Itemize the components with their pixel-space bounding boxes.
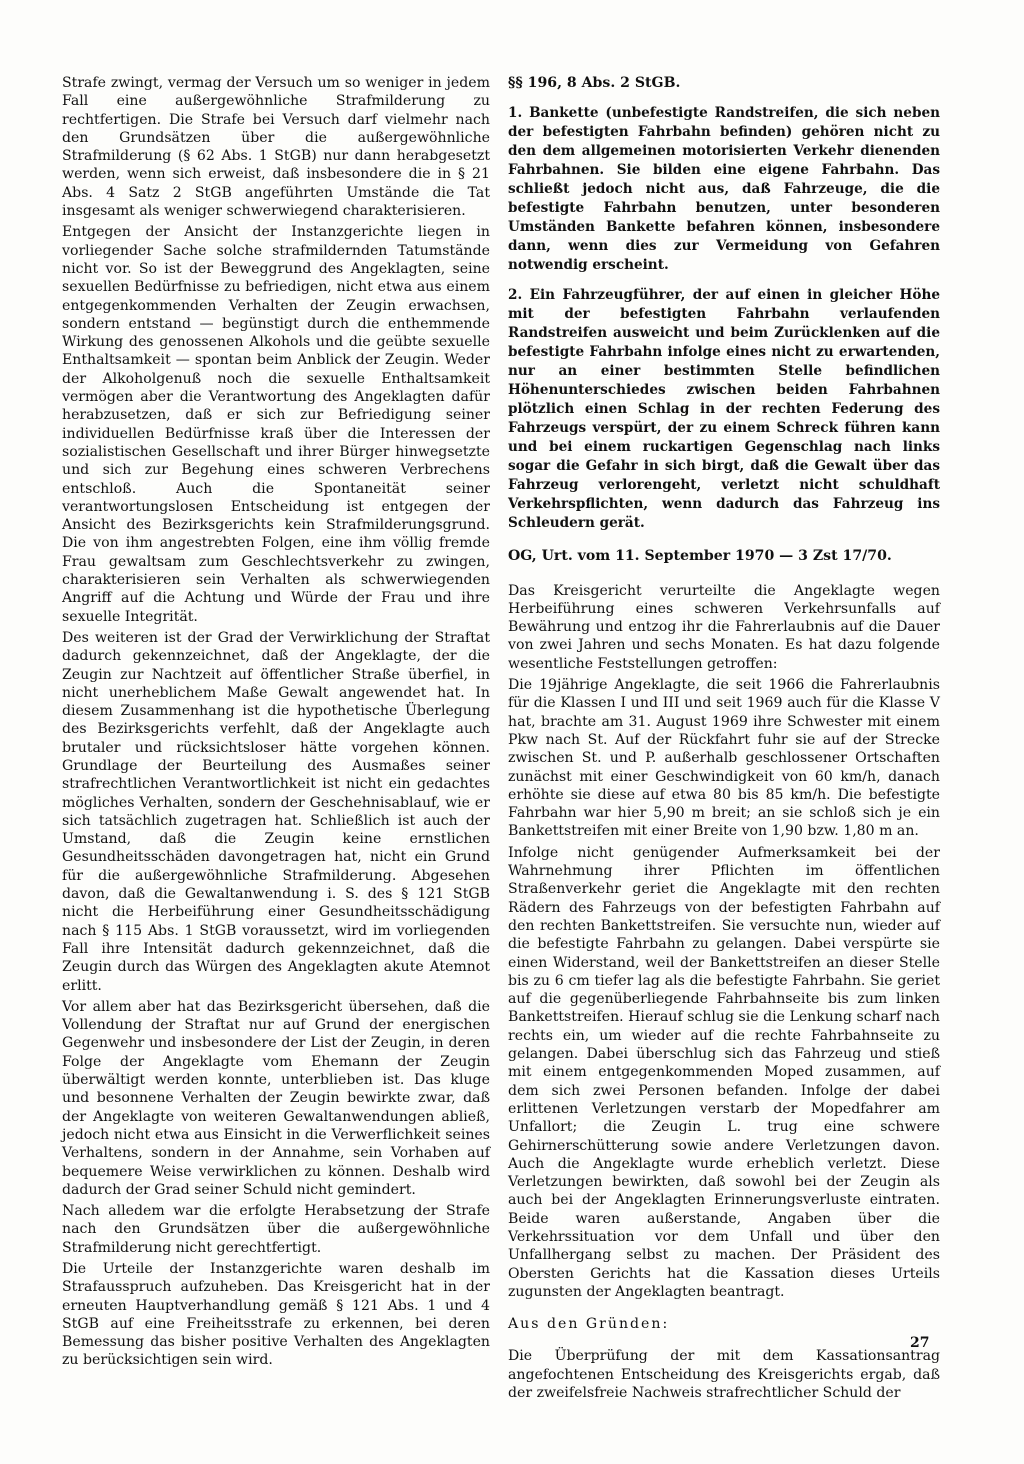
left-paragraph-3: Des weiteren ist der Grad der Verwirklichung der Straftat dadurch gekennzeichnet, daß der Angeklagte, der die Zeugin zur Nachtzeit auf öffentlicher Straße überfiel, in nicht unerheblichem Maße Gewalt angewendet hat. In diesem Zusammenhang ist die hypothetische Überlegung des Bezirksgerichts verfehlt, daß der Angeklagte auch brutaler und rücksichtsloser hätte vorgehen können. Grundlage der Beurteilung des Ausmaßes seiner strafrechtlichen Verantwortlichkeit ist nicht ein gedachtes mögliches Verhalten, sondern der Geschehnisablauf, wie er sich tatsächlich zugetragen hat. Schließlich ist auch der Umstand, daß die Zeugin keine ernstlichen Gesundheitsschäden davongetragen hat, nicht ein Grund für die außergewöhnliche Strafmilderung. Abgesehen davon, daß die Gewaltanwendung i. S. des § 121 StGB nicht die Herbeiführung einer Gesundheitsschädigung nach § 115 Abs. 1 StGB voraussetzt, wird im vorliegenden Fall ihre Intensität dadurch gekennzeichnet, daß die Zeugin durch das Würgen des Angeklagten akute Atemnot erlitt. (62, 629, 490, 994)
section-heading: Aus den Gründen: (508, 1316, 670, 1333)
statute-citation: §§ 196, 8 Abs. 2 StGB. (508, 75, 681, 91)
left-paragraph-1: Strafe zwingt, vermag der Versuch um so weniger in jedem Fall eine außergewöhnliche Strafmilderung zu rechtfertigen. Die Strafe bei Versuch darf vielmehr nach den Grundsätzen über die außergewöhnliche Strafmilderung (§ 62 Abs. 1 StGB) nur dann herabgesetzt werden, wenn sich erweist, daß insbesondere die in § 21 Abs. 4 Satz 2 StGB angeführten Umstände die Tat insgesamt als weniger schwerwiegend charakterisieren. (62, 75, 490, 220)
right-final-paragraph: Die Überprüfung der mit dem Kassationsantrag angefochtenen Entscheidung des Kreisgerichts ergab, daß der zweifelsfreie Nachweis strafrechtlicher Schuld der (508, 1348, 940, 1402)
decision-reference: OG, Urt. vom 11. September 1970 — 3 Zst 17/70. (508, 548, 892, 565)
left-paragraph-5: Nach alledem war die erfolgte Herabsetzung der Strafe nach den Grundsätzen über die außergewöhnliche Strafmilderung nicht gerechtfertigt. (62, 1203, 490, 1256)
left-paragraph-6: Die Urteile der Instanzgerichte waren deshalb im Strafausspruch aufzuheben. Das Kreisgericht hat in der erneuten Hauptverhandlung gemäß § 121 Abs. 1 und 4 StGB auf eine Freiheitsstrafe zu erkennen, bei deren Bemessung das bisher positive Verhalten des Angeklagten zu berücksichtigen sein wird. (62, 1261, 490, 1369)
headnote-2: 2. Ein Fahrzeugführer, der auf einen in gleicher Höhe mit der befestigten Fahrbahn verlaufenden Randstreifen ausweicht und beim Zurücklenken auf die befestigte Fahrbahn infolge eines nicht zu erwartenden, nur an einer bestimmten Stelle befindlichen Höhenunterschiedes zwischen beiden Fahrbahnen plötzlich einen Schlag in der rechten Federung des Fahrzeugs verspürt, der zu einem Schreck führen kann und bei einem ruckartigen Gegenschlag nach links sogar die Gefahr in sich birgt, daß die Gewalt über das Fahrzeug verlorengeht, verletzt nicht schuldhaft Verkehrspflichten, wenn dadurch das Fahrzeug ins Schleudern gerät. (508, 287, 940, 532)
page-number: 27 (910, 1335, 930, 1351)
left-paragraph-2: Entgegen der Ansicht der Instanzgerichte liegen in vorliegender Sache solche strafmildernden Tatumstände nicht vor. So ist der Beweggrund des Angeklagten, seine sexuellen Bedürfnisse zu befriedigen, nicht etwa aus einem entgegenkommenden Verhalten der Zeugin erwachsen, sondern entstand — begünstigt durch die enthemmende Wirkung des genossenen Alkohols und die geübte sexuelle Enthaltsamkeit — spontan beim Anblick der Zeugin. Weder der Alkoholgenuß noch die sexuelle Enthaltsamkeit vermögen aber die Verantwortung des Angeklagten dafür herabzusetzen, daß er sich zur Befriedigung seiner individuellen Bedürfnisse kraß über die Interessen der sozialistischen Gesellschaft und ihrer Bürger hinwegsetzte und sich zur Begehung eines schweren Verbrechens entschloß. Auch die Spontaneität seiner verantwortungslosen Entscheidung ist entgegen der Ansicht des Bezirksgerichts kein Strafmilderungsgrund. Die von ihm angestrebten Folgen, eine ihm völlig fremde Frau gewaltsam zum Geschlechtsverkehr zu zwingen, charakterisieren sein Verhalten als schwerwiegenden Angriff auf die Achtung und Würde der Frau und ihre sexuelle Integrität. (62, 224, 490, 625)
right-paragraph-3: Infolge nicht genügender Aufmerksamkeit bei der Wahrnehmung ihrer Pflichten im öffentlichen Straßenverkehr geriet die Angeklagte mit den rechten Rädern des Fahrzeugs von der befestigten Fahrbahn auf den rechten Bankettstreifen. Sie versuchte nun, wieder auf die befestigte Fahrbahn zu gelangen. Dabei verspürte sie einen Widerstand, weil der Bankettstreifen an dieser Stelle bis zu 6 cm tiefer lag als die befestigte Fahrbahn. Sie geriet auf die gegenüberliegende Fahrbahnseite bis zum linken Bankettstreifen. Hierauf schlug sie die Lenkung scharf nach rechts ein, um wieder auf die rechte Fahrbahnseite zu gelangen. Dabei überschlug sich das Fahrzeug und stieß mit einem entgegenkommenden Moped zusammen, auf dem sich zwei Personen befanden. Infolge der dabei erlittenen Verletzungen verstarb der Mopedfahrer am Unfallort; die Zeugin L. trug eine schwere Gehirnerschütterung sowie andere Verletzungen davon. Auch die Angeklagte wurde erheblich verletzt. Diese Verletzungen bewirkten, daß sowohl bei der Zeugin als auch bei der Angeklagten Erinnerungsverluste eintraten. Beide waren außerstande, Angaben über die Verkehrssituation vor dem Unfall und über den Unfallhergang selbst zu machen. Der Präsident des Obersten Gerichts hat die Kassation dieses Urteils zugunsten der Angeklagten beantragt. (508, 844, 940, 1300)
left-paragraph-4: Vor allem aber hat das Bezirksgericht übersehen, daß die Vollendung der Straftat nur auf Grund der energischen Gegenwehr und insbesondere der List der Zeugin, in deren Folge der Angeklagte vom Ehemann der Zeugin überwältigt werden konnte, unterblieben ist. Das kluge und besonnene Verhalten der Zeugin bewirkte zwar, daß der Angeklagte von weiteren Gewaltanwendungen abließ, jedoch nicht etwa aus Einsicht in die Verwerflichkeit seines Verhaltens, sondern in der Annahme, sein Vorhaben auf bequemere Weise verwirklichen zu können. Deshalb wird dadurch der Grad seiner Schuld nicht gemindert. (62, 998, 490, 1198)
left-column (62, 74, 490, 1370)
right-column (508, 74, 940, 1402)
headnote-1: 1. Bankette (unbefestigte Randstreifen, die sich neben der befestigten Fahrbahn befinden) gehören nicht zu den dem allgemeinen motorisierten Verkehr dienenden Fahrbahnen. Sie bilden eine eigene Fahrbahn. Das schließt jedoch nicht aus, daß Fahrzeuge, die die befestigte Fahrbahn benutzen, unter besonderen Umständen Bankette befahren können, insbesondere dann, wenn dies zur Vermeidung von Gefahren notwendig erscheint. (508, 105, 940, 274)
right-paragraph-2: Die 19jährige Angeklagte, die seit 1966 die Fahrerlaubnis für die Klassen I und III und seit 1969 auch für die Klasse V hat, brachte am 31. August 1969 ihre Schwester mit einem Pkw nach St. Auf der Rückfahrt fuhr sie auf der Strecke zwischen St. und P. außerhalb geschlossener Ortschaften zunächst mit einer Geschwindigkeit von 60 km/h, danach erhöhte sie diese auf etwa 80 bis 85 km/h. Die befestigte Fahrbahn war hier 5,90 m breit; an sie schloß sich je ein Bankettstreifen mit einer Breite von 1,90 bzw. 1,80 m an. (508, 677, 940, 840)
right-paragraph-1: Das Kreisgericht verurteilte die Angeklagte wegen Herbeiführung eines schweren Verkehrsunfalls auf Bewährung und entzog ihr die Fahrerlaubnis auf die Dauer von zwei Jahren und sechs Monaten. Es hat dazu folgende wesentliche Feststellungen getroffen: (508, 582, 940, 672)
